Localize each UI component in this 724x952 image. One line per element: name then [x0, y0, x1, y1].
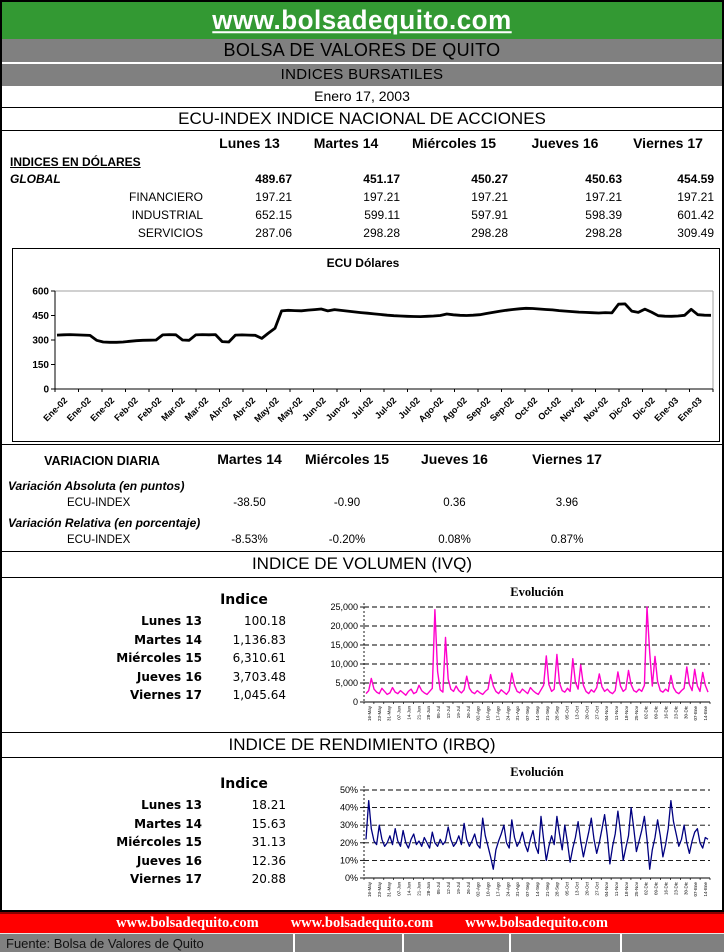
svg-text:Ago-02: Ago-02	[440, 395, 469, 424]
svg-text:23-May: 23-May	[376, 882, 382, 898]
svg-text:02-Dic: 02-Dic	[643, 706, 649, 720]
irbq-section-title: INDICE DE RENDIMIENTO (IRBQ)	[2, 733, 722, 758]
svg-text:Evolución: Evolución	[510, 765, 564, 779]
row-label: ECU-INDEX	[67, 497, 131, 509]
svg-text:07-Sep: 07-Sep	[525, 706, 531, 721]
ecu-index-title: ECU-INDEX INDICE NACIONAL DE ACCIONES	[2, 108, 722, 131]
svg-text:Dic-02: Dic-02	[630, 395, 657, 422]
svg-text:12-Jul: 12-Jul	[446, 882, 452, 895]
cell: -8.53%	[231, 534, 268, 546]
svg-text:10,000: 10,000	[330, 659, 358, 669]
svg-text:Nov-02: Nov-02	[558, 395, 587, 424]
svg-text:Feb-02: Feb-02	[135, 395, 164, 423]
ecu-chart-canvas	[13, 249, 719, 444]
cell: -0.20%	[328, 534, 366, 546]
cell: 450.27	[471, 172, 508, 186]
table-row	[2, 612, 292, 631]
svg-text:40%: 40%	[339, 802, 358, 813]
table-row	[2, 171, 722, 188]
cell: 597.91	[471, 208, 508, 222]
cell: 0.36	[443, 497, 466, 509]
cell: 450.63	[585, 172, 622, 186]
group-label: INDICES EN DÓLARES	[10, 155, 141, 169]
row-label: Viernes 17	[130, 872, 202, 886]
svg-text:24-Ago: 24-Ago	[505, 882, 511, 897]
svg-text:Oct-02: Oct-02	[535, 395, 563, 423]
site-url-link[interactable]: www.bolsadequito.com	[212, 4, 512, 36]
svg-text:10%: 10%	[339, 855, 358, 866]
svg-text:18-Nov: 18-Nov	[623, 882, 629, 897]
svg-text:11-Nov: 11-Nov	[614, 882, 620, 897]
variacion-header-row	[2, 451, 722, 471]
table-row	[2, 833, 292, 852]
table-row	[2, 631, 292, 650]
svg-text:5,000: 5,000	[335, 678, 358, 688]
cell-divider	[402, 934, 404, 952]
row-label: Lunes 13	[141, 798, 202, 812]
svg-text:Ene-02: Ene-02	[64, 395, 93, 424]
svg-text:Jul-02: Jul-02	[349, 395, 375, 421]
absolute-label: Variación Absoluta (en puntos)	[8, 479, 185, 493]
svg-text:25,000: 25,000	[330, 602, 358, 612]
cell: 298.28	[585, 226, 622, 240]
cell: 100.18	[244, 614, 286, 628]
table-row	[2, 796, 292, 815]
svg-text:31-May: 31-May	[386, 882, 392, 898]
table-row	[2, 870, 292, 889]
svg-text:31-Ago: 31-Ago	[515, 706, 521, 721]
row-label: Miércoles 15	[116, 835, 202, 849]
svg-text:09-Dic: 09-Dic	[653, 706, 659, 720]
svg-text:0: 0	[43, 384, 49, 396]
svg-text:25-Nov: 25-Nov	[633, 882, 639, 897]
svg-text:05-Jul: 05-Jul	[436, 882, 442, 895]
irbq-section	[2, 758, 722, 910]
svg-text:14-Jun: 14-Jun	[406, 706, 412, 720]
cell: 309.49	[677, 226, 714, 240]
svg-text:12-Jul: 12-Jul	[446, 706, 452, 719]
cell: 298.28	[363, 226, 400, 240]
svg-text:Feb-02: Feb-02	[112, 395, 140, 423]
svg-text:Sep-02: Sep-02	[464, 395, 493, 424]
cell: 298.28	[471, 226, 508, 240]
svg-text:07-Sep: 07-Sep	[525, 882, 531, 897]
cell: 197.21	[363, 190, 400, 204]
cell: 197.21	[677, 190, 714, 204]
row-label: Viernes 17	[130, 688, 202, 702]
svg-text:Ene-02: Ene-02	[41, 395, 70, 424]
svg-text:14-Ene: 14-Ene	[703, 706, 709, 721]
svg-text:10-Ago: 10-Ago	[485, 882, 491, 897]
table-row	[2, 188, 722, 206]
ivq-table	[2, 590, 292, 705]
indices-header-row	[2, 135, 722, 151]
svg-text:May-02: May-02	[252, 395, 281, 424]
cell: 12.36	[251, 853, 286, 868]
ivq-table-header: Indice	[220, 592, 268, 608]
source-bar	[0, 933, 724, 952]
svg-text:24-Ago: 24-Ago	[505, 706, 511, 721]
svg-text:20%: 20%	[339, 837, 358, 848]
svg-text:28-Jun: 28-Jun	[426, 882, 432, 896]
svg-text:Ago-02: Ago-02	[416, 395, 446, 424]
cell: 599.11	[364, 208, 400, 222]
day-header: Martes 14	[217, 451, 282, 467]
cell-divider	[293, 934, 295, 952]
svg-text:31-Ago: 31-Ago	[515, 882, 521, 897]
svg-text:Jun-02: Jun-02	[300, 395, 328, 423]
row-label: Lunes 13	[141, 614, 202, 628]
variacion-title: VARIACION DIARIA	[44, 454, 160, 468]
table-row	[2, 686, 292, 705]
report-date: Enero 17, 2003	[2, 86, 722, 108]
svg-text:17-Ago: 17-Ago	[495, 706, 501, 721]
svg-text:28-Sep: 28-Sep	[554, 706, 560, 721]
svg-text:23-May: 23-May	[376, 706, 382, 722]
relative-label: Variación Relativa (en porcentaje)	[8, 516, 201, 530]
svg-text:18-Nov: 18-Nov	[623, 706, 629, 721]
svg-text:Mar-02: Mar-02	[182, 395, 211, 423]
table-row	[2, 649, 292, 668]
cell: 197.21	[585, 190, 622, 204]
svg-text:27-Oct: 27-Oct	[594, 706, 600, 720]
indices-table	[2, 131, 722, 245]
svg-text:21-Sep: 21-Sep	[544, 706, 550, 721]
svg-text:11-Nov: 11-Nov	[614, 706, 620, 721]
irbq-table	[2, 774, 292, 889]
table-row	[2, 532, 722, 549]
svg-text:150: 150	[32, 360, 49, 371]
row-label: Martes 14	[134, 632, 202, 647]
spacer	[2, 135, 207, 151]
svg-text:20-Oct: 20-Oct	[584, 882, 590, 896]
svg-text:05-Oct: 05-Oct	[564, 882, 570, 896]
row-label: Jueves 16	[136, 669, 202, 684]
irbq-evolution-chart	[302, 760, 724, 912]
footer-link-bar	[0, 912, 724, 933]
svg-text:Abr-02: Abr-02	[230, 395, 258, 423]
ivq-section-title: INDICE DE VOLUMEN (IVQ)	[2, 552, 722, 578]
svg-text:17-Ago: 17-Ago	[495, 882, 501, 897]
svg-text:0%: 0%	[344, 873, 358, 883]
cell: 1,045.64	[232, 688, 286, 702]
row-label: INDUSTRIAL	[131, 208, 203, 222]
cell: 287.06	[255, 226, 292, 240]
svg-text:28-Jun: 28-Jun	[426, 706, 432, 720]
cell: 197.21	[255, 190, 292, 204]
svg-text:Ene-02: Ene-02	[88, 395, 117, 424]
svg-text:30%: 30%	[339, 820, 358, 831]
svg-text:28-Sep: 28-Sep	[554, 882, 560, 897]
svg-text:20,000: 20,000	[330, 621, 358, 631]
table-row	[2, 815, 292, 834]
table-row	[2, 852, 292, 871]
svg-text:450: 450	[32, 311, 49, 322]
svg-text:ECU Dólares: ECU Dólares	[326, 256, 400, 270]
svg-text:13-Oct: 13-Oct	[574, 882, 580, 896]
svg-text:30-Dic: 30-Dic	[683, 882, 689, 896]
variacion-section	[2, 445, 722, 552]
cell: 18.21	[251, 798, 286, 812]
svg-text:02-Ago: 02-Ago	[475, 706, 481, 721]
svg-text:07-Jun: 07-Jun	[396, 882, 402, 896]
source-text: Fuente: Bolsa de Valores de Quito	[6, 936, 204, 951]
svg-text:21-Jun: 21-Jun	[416, 882, 422, 896]
svg-text:16-May: 16-May	[366, 706, 372, 722]
svg-text:14-Ene: 14-Ene	[703, 882, 709, 897]
cell: 0.87%	[550, 534, 584, 546]
svg-text:Jun-02: Jun-02	[323, 395, 352, 423]
cell: -38.50	[233, 497, 266, 509]
row-label: Martes 14	[134, 816, 202, 831]
svg-text:Mar-02: Mar-02	[159, 395, 187, 423]
ecu-chart-section	[2, 245, 722, 445]
svg-text:Sep-02: Sep-02	[487, 395, 516, 424]
table-row	[2, 206, 722, 224]
site-banner	[2, 2, 722, 39]
svg-text:0: 0	[352, 697, 358, 707]
svg-text:19-Jul: 19-Jul	[455, 882, 461, 895]
svg-text:25-Nov: 25-Nov	[633, 706, 639, 721]
svg-text:600: 600	[32, 286, 49, 298]
svg-text:19-Jul: 19-Jul	[455, 706, 461, 719]
page-title-bar: INDICES BURSATILES	[2, 64, 722, 86]
day-header: Lunes 13	[219, 135, 280, 151]
svg-text:27-Oct: 27-Oct	[594, 882, 600, 896]
svg-text:Ene-03: Ene-03	[652, 395, 681, 424]
svg-text:21-Sep: 21-Sep	[544, 882, 550, 897]
svg-text:30-Dic: 30-Dic	[683, 706, 689, 720]
footer-site-link[interactable]: www.bolsadequito.com	[290, 915, 434, 931]
cell: 20.88	[251, 872, 286, 886]
svg-text:14-Jun: 14-Jun	[406, 882, 412, 896]
row-label: ECU-INDEX	[67, 534, 131, 546]
svg-text:Jul-02: Jul-02	[396, 395, 422, 421]
svg-text:26-Jul: 26-Jul	[465, 706, 471, 719]
svg-text:16-May: 16-May	[366, 882, 372, 898]
cell: 6,310.61	[232, 651, 286, 665]
cell: -0.90	[333, 497, 361, 509]
cell: 15.63	[251, 816, 286, 831]
svg-text:50%: 50%	[339, 785, 358, 795]
svg-text:16-Dic: 16-Dic	[663, 706, 669, 720]
cell: 31.13	[251, 835, 286, 849]
svg-text:300: 300	[32, 335, 49, 347]
svg-text:Ene-03: Ene-03	[675, 395, 704, 424]
svg-text:07-Ene: 07-Ene	[693, 882, 699, 897]
row-label: GLOBAL	[10, 172, 61, 186]
row-label: Miércoles 15	[116, 651, 202, 665]
row-label: FINANCIERO	[128, 190, 203, 204]
svg-text:05-Jul: 05-Jul	[436, 706, 442, 719]
cell: 0.08%	[438, 534, 471, 546]
row-label: Jueves 16	[136, 853, 202, 868]
cell: 652.15	[255, 208, 292, 222]
svg-text:05-Oct: 05-Oct	[564, 706, 570, 720]
svg-text:23-Dic: 23-Dic	[673, 882, 679, 896]
svg-text:Nov-02: Nov-02	[581, 395, 610, 424]
ivq-evolution-chart	[302, 580, 724, 732]
day-header: Martes 14	[313, 135, 379, 151]
svg-text:13-Oct: 13-Oct	[574, 706, 580, 720]
day-header: Jueves 16	[421, 451, 488, 467]
svg-text:14-Sep: 14-Sep	[534, 706, 540, 721]
svg-text:04-Nov: 04-Nov	[604, 882, 610, 897]
cell: 454.59	[677, 172, 714, 186]
day-header: Viernes 17	[633, 135, 703, 151]
footer-site-link[interactable]: www.bolsadequito.com	[116, 915, 259, 931]
svg-text:21-Jun: 21-Jun	[416, 706, 422, 720]
svg-text:07-Ene: 07-Ene	[693, 706, 699, 721]
cell: 3,703.48	[232, 669, 286, 684]
svg-text:02-Dic: 02-Dic	[643, 882, 649, 896]
svg-text:09-Dic: 09-Dic	[653, 882, 659, 896]
day-header: Miércoles 15	[411, 135, 497, 151]
svg-text:15,000: 15,000	[330, 640, 358, 650]
svg-text:May-02: May-02	[275, 395, 305, 424]
ivq-section	[2, 578, 722, 733]
svg-text:04-Nov: 04-Nov	[604, 706, 610, 721]
row-label: SERVICIOS	[137, 226, 203, 240]
ecu-dolares-chart	[12, 248, 720, 442]
cell-divider	[620, 934, 622, 952]
table-row	[2, 224, 722, 242]
cell: 3.96	[555, 497, 579, 509]
cell: 598.39	[585, 208, 622, 222]
day-header: Viernes 17	[532, 451, 602, 467]
cell: 451.17	[363, 172, 400, 186]
svg-text:07-Jun: 07-Jun	[396, 706, 402, 720]
svg-text:Oct-02: Oct-02	[512, 395, 540, 423]
svg-text:20-Oct: 20-Oct	[584, 706, 590, 720]
svg-text:02-Ago: 02-Ago	[475, 882, 481, 897]
svg-text:Jul-02: Jul-02	[372, 395, 399, 421]
footer-site-link[interactable]: www.bolsadequito.com	[465, 915, 608, 931]
cell: 489.67	[255, 172, 292, 186]
svg-text:31-May: 31-May	[386, 706, 392, 722]
cell: 1,136.83	[232, 632, 286, 647]
svg-text:10-Ago: 10-Ago	[485, 706, 491, 721]
table-row	[2, 495, 722, 512]
svg-text:14-Sep: 14-Sep	[534, 882, 540, 897]
irbq-table-header: Indice	[220, 776, 268, 792]
day-header: Miércoles 15	[304, 451, 390, 467]
svg-text:Abr-02: Abr-02	[206, 395, 234, 423]
svg-text:26-Jul: 26-Jul	[465, 882, 471, 895]
table-row	[2, 668, 292, 687]
svg-text:Dic-02: Dic-02	[607, 395, 634, 422]
cell: 601.42	[677, 208, 714, 222]
cell: 197.21	[471, 190, 508, 204]
svg-text:16-Dic: 16-Dic	[663, 882, 669, 896]
svg-text:Evolución: Evolución	[510, 585, 564, 599]
day-header: Jueves 16	[531, 135, 599, 151]
cell-divider	[509, 934, 511, 952]
svg-text:23-Dic: 23-Dic	[673, 706, 679, 720]
org-name-bar: BOLSA DE VALORES DE QUITO	[2, 39, 722, 62]
